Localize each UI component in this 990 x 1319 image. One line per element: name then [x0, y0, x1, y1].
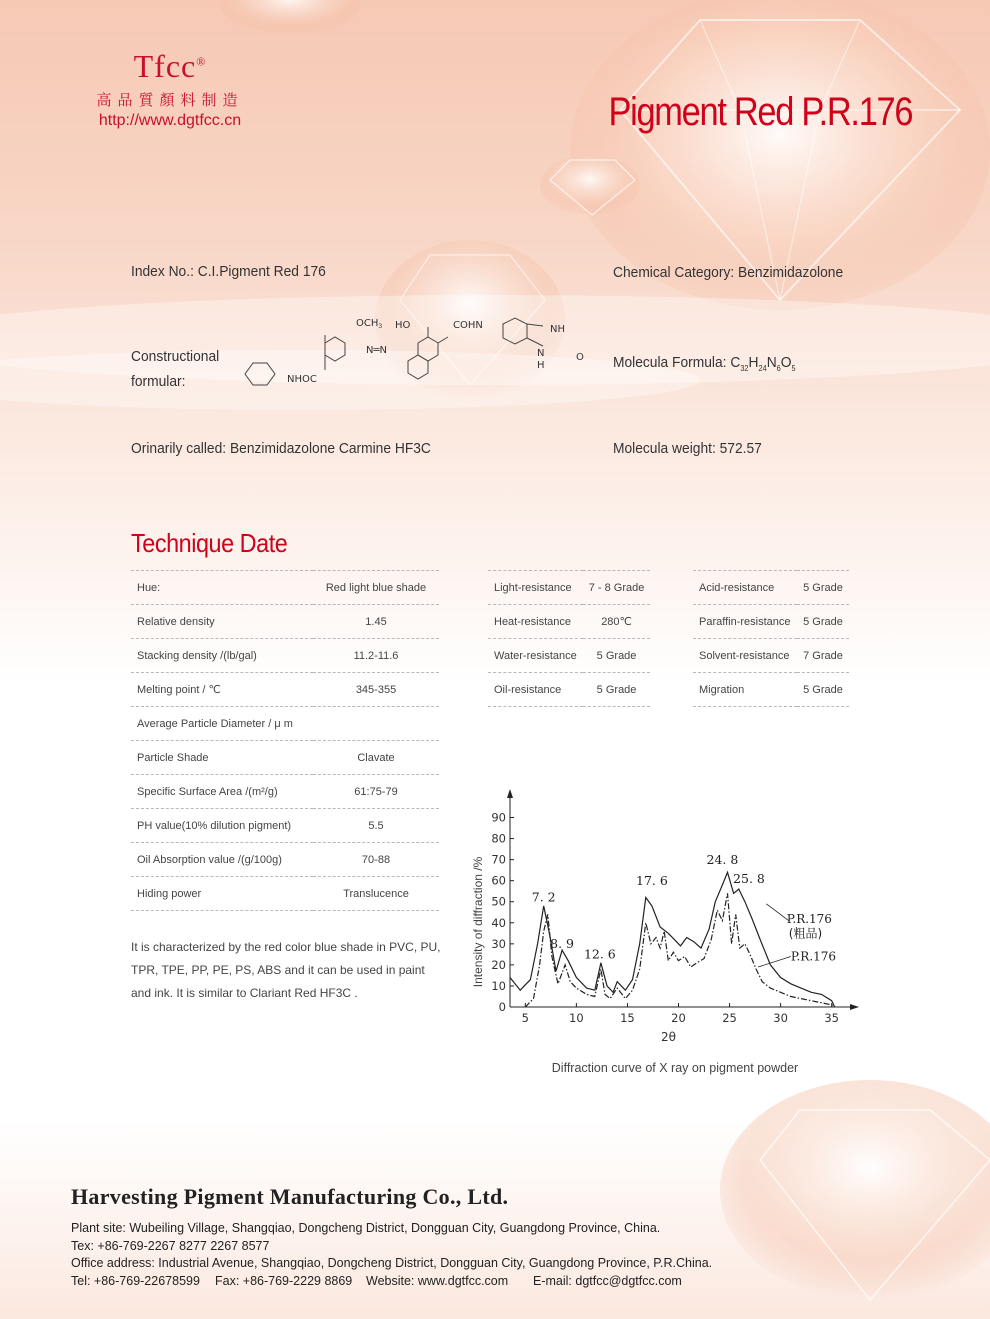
property-label: Hue:: [131, 571, 313, 605]
y-tick-label: 30: [491, 936, 506, 951]
series-label-crude-note: (粗品): [788, 926, 823, 941]
ordinarily-called: Orinarily called: Benzimidazolone Carmine HF3C: [131, 440, 431, 457]
svg-text:COHN: COHN: [453, 320, 483, 331]
svg-text:N═N: N═N: [366, 345, 387, 356]
page-title: Pigment Red P.R.176: [608, 90, 912, 134]
formula-value: $C_{32}H_{24}N_6O_5$: [730, 354, 796, 373]
property-value: 5 Grade: [797, 673, 849, 707]
y-tick-label: 40: [491, 915, 506, 930]
property-value: 70-88: [313, 843, 439, 877]
property-label: Solvent-resistance: [693, 639, 797, 673]
table-row: [131, 605, 439, 639]
table-row: [131, 741, 439, 775]
company-name: Harvesting Pigment Manufacturing Co., Ltd.: [71, 1184, 509, 1209]
technique-table: [131, 570, 439, 911]
table-row: [488, 605, 650, 639]
table-row: [131, 877, 439, 911]
office-address: Office address: Industrial Avenue, Shangqiao, Dongcheng District, Dongguan City, Guangdong Province, P.R.China.: [71, 1256, 713, 1270]
table-row: [131, 775, 439, 809]
logo-url: http://www.dgtfcc.cn: [98, 112, 242, 129]
peak-label: 12. 6: [583, 946, 616, 962]
email-link[interactable]: E-mail: dgtfcc@dgtfcc.com: [533, 1274, 682, 1288]
y-tick-label: 60: [491, 873, 506, 888]
property-value: Translucence: [313, 877, 439, 911]
molecular-formula: Molecula Formula: $C_{32}H_{24}N_6O_5$: [613, 354, 796, 373]
y-tick-label: 0: [498, 1000, 506, 1014]
constructional-formula-label: Constructional formular:: [131, 348, 220, 390]
svg-text:O: O: [576, 352, 584, 363]
property-label: Specific Surface Area /(m²/g): [131, 775, 313, 809]
section-title-technique-date: Technique Date: [131, 528, 288, 558]
property-value: Red light blue shade: [313, 571, 439, 605]
x-axis-label: 2θ: [661, 1030, 676, 1044]
property-value: Clavate: [313, 741, 439, 775]
property-label: PH value(10% dilution pigment): [131, 809, 313, 843]
property-value: 5.5: [313, 809, 439, 843]
property-value: 5 Grade: [797, 605, 849, 639]
x-tick-label: 20: [671, 1011, 686, 1025]
table-row: [131, 707, 439, 741]
svg-text:N: N: [537, 348, 545, 359]
series-label-leader: [758, 956, 791, 967]
x-axis-arrow: [850, 1004, 859, 1010]
plant-site: Plant site: Wubeiling Village, Shangqiao, Dongcheng District, Dongguan City, Guangdong Province, China.: [71, 1221, 661, 1235]
property-label: Migration: [693, 673, 797, 707]
table-row: [693, 673, 849, 707]
diamond-graphic-bottom: [720, 1080, 990, 1300]
property-value: 1.45: [313, 605, 439, 639]
series-label-crude: P.R.176: [786, 911, 832, 926]
property-label: Average Particle Diameter / μ m: [131, 707, 313, 741]
molecular-weight: Molecula weight: 572.57: [613, 440, 762, 457]
table-row: [488, 571, 650, 605]
table-row: [488, 673, 650, 707]
x-tick-label: 30: [773, 1011, 788, 1025]
y-axis-label: Intensity of diffraction /%: [471, 856, 485, 988]
x-tick-label: 5: [521, 1011, 529, 1025]
xray-diffraction-chart: [462, 775, 862, 1080]
table-row: [131, 843, 439, 877]
x-tick-label: 25: [722, 1011, 737, 1025]
resistance-table-2: [693, 570, 849, 707]
property-label: Melting point / ℃: [131, 673, 313, 707]
website-link[interactable]: Website: www.dgtfcc.com: [366, 1274, 509, 1288]
company-logo: [70, 48, 270, 130]
svg-text:HO: HO: [395, 320, 411, 331]
table-row: [693, 605, 849, 639]
table-row: [131, 639, 439, 673]
property-value: 5 Grade: [583, 639, 651, 673]
table-row: [693, 571, 849, 605]
index-number: Index No.: C.I.Pigment Red 176: [131, 263, 326, 280]
peak-label: 17. 6: [636, 872, 668, 888]
y-tick-label: 10: [491, 978, 506, 993]
table-row: [131, 809, 439, 843]
property-label: Water-resistance: [488, 639, 583, 673]
property-value: 11.2-11.6: [313, 639, 439, 673]
peak-label: 25. 8: [733, 870, 765, 886]
tel: Tel: +86-769-22678599: [71, 1274, 200, 1288]
description-text: It is characterized by the red color blue shade in PVC, PU, TPR, TPE, PP, PE, PS, ABS and it can be used in paint and ink. It is similar to Clariant Red HF3C .: [131, 940, 441, 1000]
series-label-leader: [766, 904, 788, 921]
table-row: [131, 673, 439, 707]
diamond-graphic-top: [220, 0, 360, 35]
property-label: Hiding power: [131, 877, 313, 911]
property-label: Particle Shade: [131, 741, 313, 775]
y-tick-label: 50: [491, 894, 506, 909]
property-value: 345-355: [313, 673, 439, 707]
property-label: Relative density: [131, 605, 313, 639]
diamond-graphic-small: [540, 155, 640, 215]
property-label: Oil-resistance: [488, 673, 583, 707]
y-tick-label: 90: [491, 810, 506, 825]
y-tick-label: 80: [491, 831, 506, 846]
property-label: Stacking density /(lb/gal): [131, 639, 313, 673]
chemical-category: Chemical Category: Benzimidazolone: [613, 264, 844, 281]
property-label: Acid-resistance: [693, 571, 797, 605]
x-tick-label: 10: [569, 1011, 584, 1025]
property-value: 5 Grade: [583, 673, 651, 707]
property-label: Light-resistance: [488, 571, 583, 605]
resistance-table-1: [488, 570, 650, 707]
table-row: [488, 639, 650, 673]
table-row: [693, 639, 849, 673]
chart-caption: Diffraction curve of X ray on pigment powder: [551, 1061, 799, 1075]
x-tick-label: 35: [824, 1011, 840, 1025]
property-value: 7 Grade: [797, 639, 849, 673]
structural-formula-diagram: [243, 312, 593, 400]
logo-chinese-slogan: 高品質顏料制造: [96, 91, 244, 109]
property-value: 61:75-79: [313, 775, 439, 809]
property-label: Oil Absorption value /(g/100g): [131, 843, 313, 877]
svg-text:H: H: [537, 360, 545, 371]
svg-text:NH: NH: [550, 324, 565, 335]
property-value: 280℃: [583, 605, 651, 639]
y-tick-label: 70: [491, 852, 506, 867]
property-value: 7 - 8 Grade: [583, 571, 651, 605]
telephone-numbers: Tex: +86-769-2267 8277 2267 8577: [71, 1239, 270, 1253]
series-label-pure: P.R.176: [790, 949, 837, 964]
y-tick-label: 20: [491, 957, 506, 972]
property-label: Paraffin-resistance: [693, 605, 797, 639]
x-tick-label: 15: [620, 1011, 635, 1025]
property-value: 5 Grade: [797, 571, 849, 605]
peak-label: 8. 9: [550, 936, 575, 952]
svg-text:NHOC: NHOC: [287, 374, 317, 385]
y-axis-arrow: [507, 789, 513, 798]
svg-text:OCH3: $OCH_3$: [356, 318, 383, 330]
peak-label: 7. 2: [531, 889, 556, 905]
table-row: [131, 571, 439, 605]
property-value: [313, 707, 439, 741]
property-label: Heat-resistance: [488, 605, 583, 639]
fax: Fax: +86-769-2229 8869: [215, 1274, 353, 1288]
logo-brand: Tfcc®: [133, 48, 207, 84]
peak-label: 24. 8: [706, 851, 739, 867]
